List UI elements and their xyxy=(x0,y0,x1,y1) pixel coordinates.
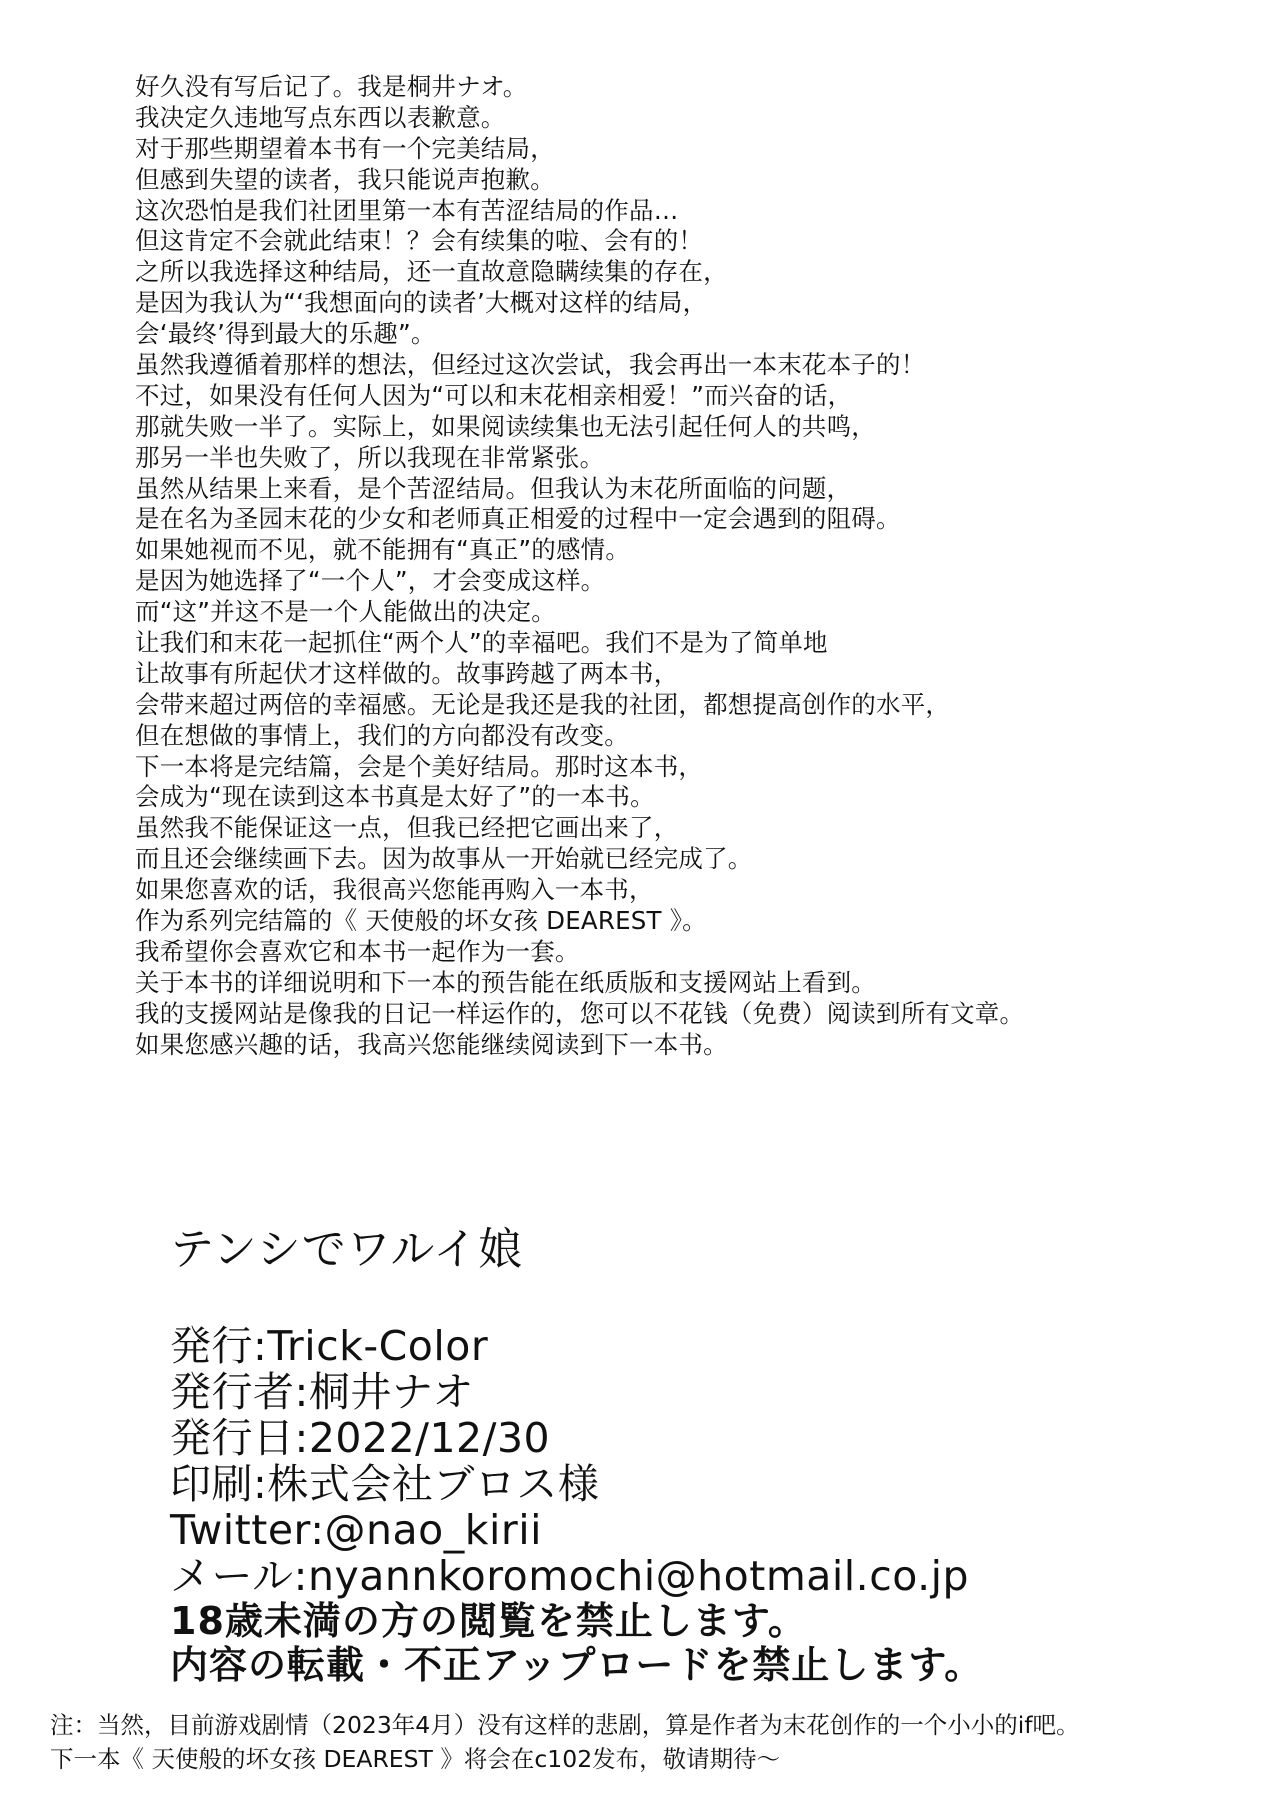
footnote-line: 下一本《 天使般的坏女孩 DEAREST 》将会在c102发布，敬请期待～ xyxy=(50,1745,781,1773)
age-restriction-notice: 18歳未満の方の閲覧を禁止します。 xyxy=(170,1599,807,1643)
afterword-line: 不过，如果没有任何人因为“可以和末花相亲相爱！”而兴奋的话， xyxy=(135,380,853,410)
afterword-line: 虽然我遵循着那样的想法，但经过这次尝试，我会再出一本末花本子的！ xyxy=(135,350,926,380)
afterword-line: 那另一半也失败了，所以我现在非常紧张。 xyxy=(135,442,605,472)
afterword-line: 会带来超过两倍的幸福感。无论是我还是我的社团，都想提高创作的水平， xyxy=(135,689,951,719)
afterword-line: 虽然我不能保证这一点，但我已经把它画出来了， xyxy=(135,813,679,843)
afterword-line: 这次恐怕是我们社团里第一本有苦涩结局的作品… xyxy=(135,195,679,225)
afterword-line: 之所以我选择这种结局，还一直故意隐瞒续集的存在， xyxy=(135,257,728,287)
footnote-line: 注：当然，目前游戏剧情（2023年4月）没有这样的悲剧，算是作者为末花创作的一个小小的if吧。 xyxy=(50,1711,1080,1739)
publish-date-row: 発行日:2022/12/30 xyxy=(170,1414,551,1462)
afterword-line: 那就失败一半了。实际上，如果阅读续集也无法引起任何人的共鸣， xyxy=(135,411,876,441)
afterword-line: 如果她视而不见，就不能拥有“真正”的感情。 xyxy=(135,535,631,565)
afterword-line: 但在想做的事情上，我们的方向都没有改变。 xyxy=(135,720,629,750)
afterword-line: 会成为“现在读到这本书真是太好了”的一本书。 xyxy=(135,782,655,812)
afterword-line: 会‘最终’得到最大的乐趣”。 xyxy=(135,319,436,349)
email-row: メール:nyannkoromochi@hotmail.co.jp xyxy=(170,1552,970,1600)
publisher-row: 発行:Trick-Color xyxy=(170,1322,489,1370)
book-title: テンシでワルイ娘 xyxy=(170,1224,524,1275)
afterword-line: 作为系列完结篇的《 天使般的坏女孩 DEAREST 》。 xyxy=(135,906,707,936)
afterword-line: 我的支援网站是像我的日记一样运作的，您可以不花钱（免费）阅读到所有文章。 xyxy=(135,998,1025,1028)
afterword-text xyxy=(135,72,1195,1061)
afterword-line: 而“这”并这不是一个人能做出的决定。 xyxy=(135,597,556,627)
afterword-line: 我希望你会喜欢它和本书一起作为一套。 xyxy=(135,936,580,966)
afterword-line: 我决定久违地写点东西以表歉意。 xyxy=(135,102,506,132)
afterword-line: 让我们和末花一起抓住“两个人”的幸福吧。我们不是为了简单地 xyxy=(135,628,828,658)
afterword-line: 下一本将是完结篇，会是个美好结局。那时这本书， xyxy=(135,751,704,781)
reprint-prohibition-notice: 内容の転載・不正アップロードを禁止します。 xyxy=(170,1643,984,1687)
twitter-row: Twitter:@nao_kirii xyxy=(170,1506,542,1554)
afterword-line: 如果您喜欢的话，我很高兴您能再购入一本书， xyxy=(135,875,654,905)
afterword-line: 而且还会继续画下去。因为故事从一开始就已经完成了。 xyxy=(135,844,753,874)
colophon xyxy=(170,1222,1230,1687)
afterword-line: 虽然从结果上来看，是个苦涩结局。但我认为末花所面临的问题， xyxy=(135,473,852,503)
afterword-line: 但感到失望的读者，我只能说声抱歉。 xyxy=(135,164,555,194)
afterword-line: 如果您感兴趣的话，我高兴您能继续阅读到下一本书。 xyxy=(135,1029,728,1059)
afterword-line: 关于本书的详细说明和下一本的预告能在纸质版和支援网站上看到。 xyxy=(135,967,876,997)
afterword-line: 是因为我认为“‘我想面向的读者’大概对这样的结局， xyxy=(135,288,708,318)
afterword-line: 让故事有所起伏才这样做的。故事跨越了两本书， xyxy=(135,658,679,688)
publication-info xyxy=(170,1323,1230,1687)
afterword-line: 对于那些期望着本书有一个完美结局， xyxy=(135,133,555,163)
afterword-line: 但这肯定不会就此结束！？会有续集的啦、会有的！ xyxy=(135,226,704,256)
afterword-line: 好久没有写后记了。我是桐井ナオ。 xyxy=(135,72,528,101)
translator-footnote xyxy=(50,1708,1270,1776)
author-row: 発行者:桐井ナオ xyxy=(170,1368,474,1416)
afterword-line: 是因为她选择了“一个人”，才会变成这样。 xyxy=(135,566,606,596)
afterword-line: 是在名为圣园末花的少女和老师真正相爱的过程中一定会遇到的阻碍。 xyxy=(135,504,901,534)
printer-row: 印刷:株式会社ブロス様 xyxy=(170,1460,600,1508)
